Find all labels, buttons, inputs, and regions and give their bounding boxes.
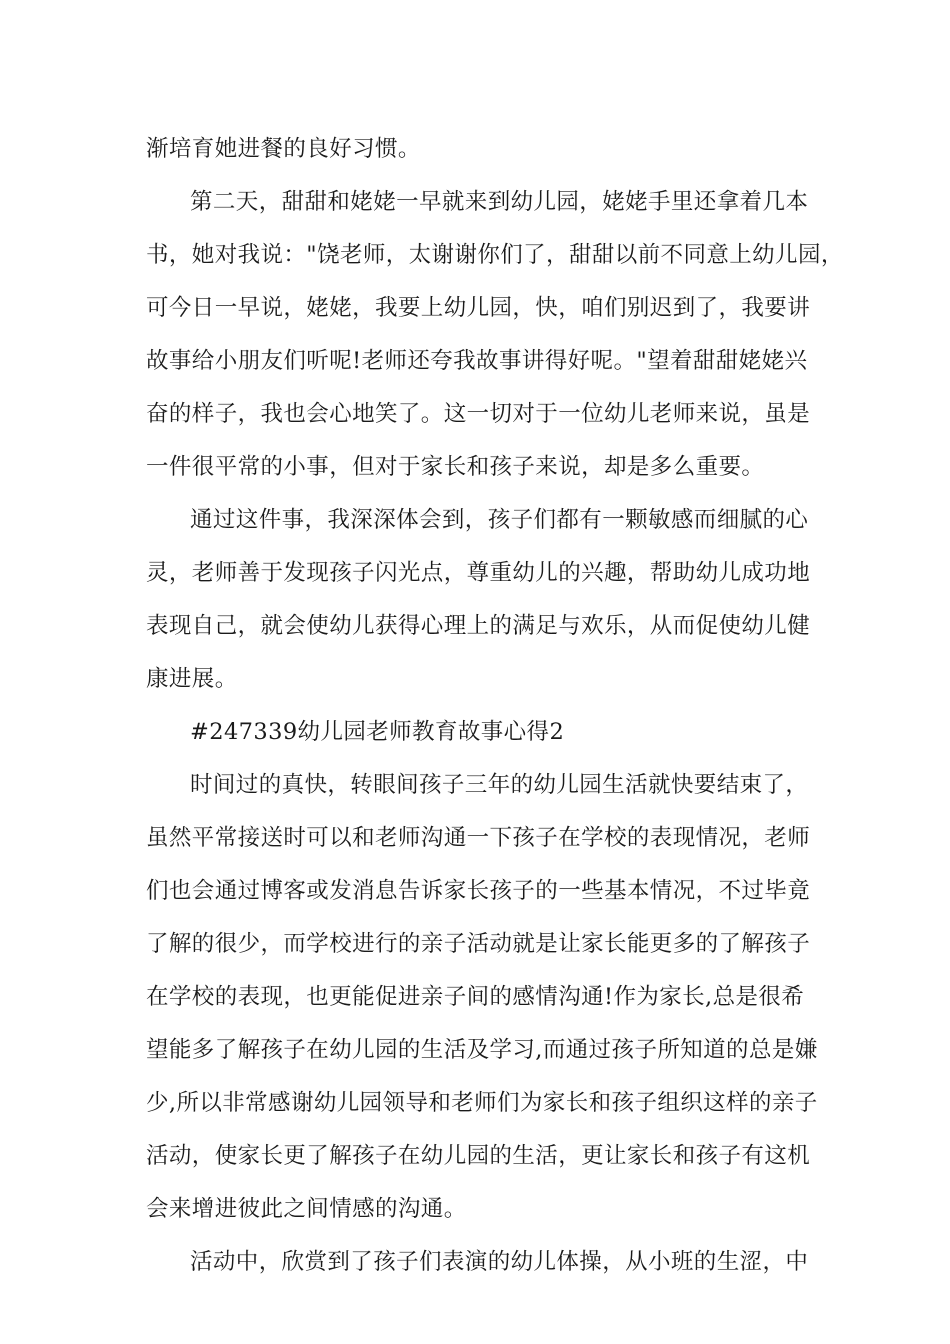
paragraph-first-line: 活动中，欣赏到了孩子们表演的幼儿体操，从小班的生涩，中 bbox=[190, 1249, 809, 1275]
text-line: 少,所以非常感谢幼儿园领导和老师们为家长和孩子组织这样的亲子 bbox=[146, 1090, 818, 1116]
text-line: 奋的样子，我也会心地笑了。这一切对于一位幼儿老师来说，虽是 bbox=[146, 401, 811, 427]
text-line: 书，她对我说："饶老师，太谢谢你们了，甜甜以前不同意上幼儿园， bbox=[146, 242, 844, 268]
text-line: 渐培育她进餐的良好习惯。 bbox=[146, 136, 421, 162]
text-line: 望能多了解孩子在幼儿园的生活及学习,而通过孩子所知道的总是嫌 bbox=[146, 1037, 818, 1063]
text-line: 虽然平常接送时可以和老师沟通一下孩子在学校的表现情况，老师 bbox=[146, 825, 811, 851]
text-line: 可今日一早说，姥姥，我要上幼儿园，快，咱们别迟到了，我要讲 bbox=[146, 295, 811, 321]
text-line: 会来增进彼此之间情感的沟通。 bbox=[146, 1196, 467, 1222]
text-line: 在学校的表现，也更能促进亲子间的感情沟通!作为家长,总是很希 bbox=[146, 984, 805, 1010]
text-line: 表现自己，就会使幼儿获得心理上的满足与欢乐，从而促使幼儿健 bbox=[146, 613, 811, 639]
section-heading: #247339幼儿园老师教育故事心得2 bbox=[190, 719, 565, 745]
paragraph-first-line: 第二天，甜甜和姥姥一早就来到幼儿园，姥姥手里还拿着几本 bbox=[190, 189, 809, 215]
text-line: 故事给小朋友们听呢!老师还夸我故事讲得好呢。"望着甜甜姥姥兴 bbox=[146, 348, 808, 374]
text-line: 康进展。 bbox=[146, 666, 238, 692]
text-line: 一件很平常的小事，但对于家长和孩子来说，却是多么重要。 bbox=[146, 454, 765, 480]
paragraph-first-line: 通过这件事，我深深体会到，孩子们都有一颗敏感而细腻的心 bbox=[190, 507, 809, 533]
paragraph-first-line: 时间过的真快，转眼间孩子三年的幼儿园生活就快要结束了， bbox=[190, 772, 809, 798]
text-line: 灵，老师善于发现孩子闪光点，尊重幼儿的兴趣，帮助幼儿成功地 bbox=[146, 560, 811, 586]
text-line: 们也会通过博客或发消息告诉家长孩子的一些基本情况，不过毕竟 bbox=[146, 878, 811, 904]
text-line: 活动，使家长更了解孩子在幼儿园的生活，更让家长和孩子有这机 bbox=[146, 1143, 811, 1169]
text-line: 了解的很少，而学校进行的亲子活动就是让家长能更多的了解孩子 bbox=[146, 931, 811, 957]
